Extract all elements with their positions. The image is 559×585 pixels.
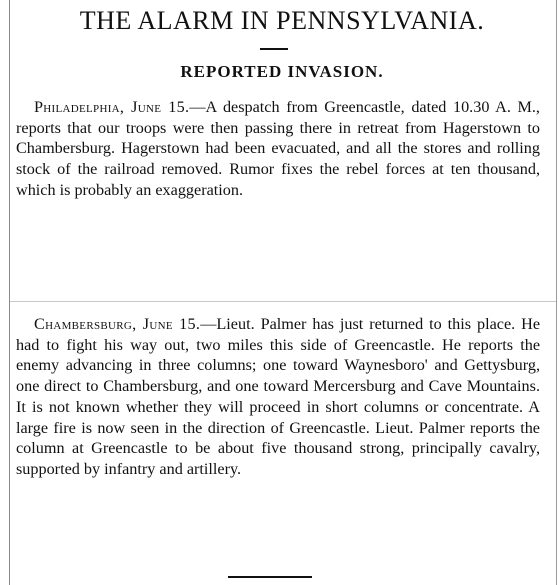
headline: THE ALARM IN PENNSYLVANIA. bbox=[79, 6, 485, 35]
paragraph-divider bbox=[10, 301, 556, 302]
dispatch-dateline: Philadelphia, June 15. bbox=[34, 98, 190, 116]
end-rule bbox=[228, 576, 312, 578]
subheadline: REPORTED INVASION. bbox=[180, 62, 384, 81]
dispatch-philadelphia bbox=[16, 97, 540, 201]
dispatch-text: —Lieut. Palmer has just returned to this place. He had to fight his way out, two miles this side of Greencastle. He reports the enemy advancing in three columns; one toward Waynesboro' and Gettysburg, one direct to Chambersburg, and one toward Mercersburg and Cave Mountains. It is not known whether they will proceed in short columns or concentrate. A large fire is now seen in the direction of Greencastle. Lieut. Palmer reports the column at Greencastle to be about five thousand strong, principally cavalry, supported by infantry and artillery. bbox=[16, 315, 540, 478]
headline-dash bbox=[260, 48, 288, 50]
column-rule-left bbox=[9, 0, 10, 585]
dispatch-dateline: Chambersburg, June 15. bbox=[34, 315, 201, 333]
dispatch-chambersburg bbox=[16, 314, 540, 480]
column-rule-right bbox=[556, 0, 557, 585]
dispatch-text: —A despatch from Greencastle, dated 10.30 A. M., reports that our troops were then passing there in retreat from Hagerstown to Chambersburg. Hagerstown had been evacuated, and all the stores and rolling stock of the railroad removed. Rumor fixes the rebel forces at ten thousand, which is probably an exaggeration. bbox=[16, 98, 540, 199]
